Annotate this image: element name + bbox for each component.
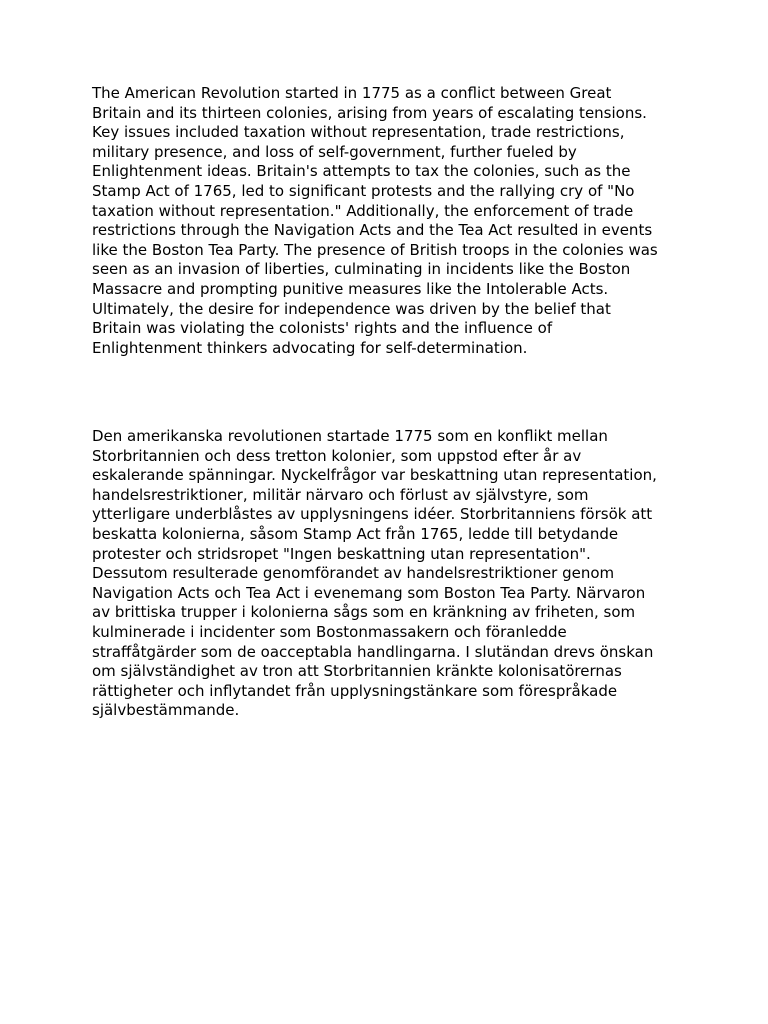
text-line: taxation without representation." Additionally, the enforcement of trade <box>92 201 634 220</box>
text-line: Britain was violating the colonists' rights and the influence of <box>92 319 553 338</box>
text-line: handelsrestriktioner, militär närvaro och förlust av självstyre, som <box>92 485 589 504</box>
text-line: straffåtgärder som de oacceptabla handlingarna. I slutändan drevs önskan <box>92 642 654 661</box>
text-line: kulminerade i incidenter som Bostonmassakern och föranledde <box>92 622 567 641</box>
text-line: protester och stridsropet "Ingen beskattning utan representation". <box>92 544 591 563</box>
text-line: beskatta kolonierna, såsom Stamp Act från 1765, ledde till betydande <box>92 524 619 543</box>
text-line: ytterligare underblåstes av upplysningens idéer. Storbritanniens försök att <box>92 505 653 524</box>
text-line: självbestämmande. <box>92 701 240 720</box>
text-line: Stamp Act of 1765, led to significant protests and the rallying cry of "No <box>92 181 635 200</box>
text-line: Britain and its thirteen colonies, arising from years of escalating tensions. <box>92 103 647 122</box>
text-line: military presence, and loss of self-government, further fueled by <box>92 142 577 161</box>
text-line: eskalerande spänningar. Nyckelfrågor var beskattning utan representation, <box>92 466 657 485</box>
text-line: The American Revolution started in 1775 as a conflict between Great <box>92 84 612 102</box>
paragraph-swedish <box>92 427 682 721</box>
text-line: Storbritannien och dess tretton kolonier, som uppstod efter år av <box>92 446 582 465</box>
text-line: rättigheter och inflytandet från upplysningstänkare som förespråkade <box>92 681 618 700</box>
text-line: Ultimately, the desire for independence was driven by the belief that <box>92 299 611 318</box>
paragraph-english <box>92 84 682 358</box>
text-line: like the Boston Tea Party. The presence of British troops in the colonies was <box>92 240 658 259</box>
text-line: Den amerikanska revolutionen startade 1775 som en konflikt mellan <box>92 427 608 445</box>
text-line: Navigation Acts och Tea Act i evenemang som Boston Tea Party. Närvaron <box>92 583 646 602</box>
text-line: av brittiska trupper i kolonierna sågs som en kränkning av friheten, som <box>92 603 636 622</box>
text-line: om självständighet av tron att Storbritannien kränkte kolonisatörernas <box>92 662 622 681</box>
text-line: restrictions through the Navigation Acts and the Tea Act resulted in events <box>92 221 653 240</box>
text-line: Enlightenment thinkers advocating for self-determination. <box>92 338 528 357</box>
text-line: seen as an invasion of liberties, culminating in incidents like the Boston <box>92 260 631 279</box>
text-line: Key issues included taxation without representation, trade restrictions, <box>92 123 625 142</box>
text-line: Dessutom resulterade genomförandet av handelsrestriktioner genom <box>92 564 615 583</box>
text-line: Enlightenment ideas. Britain's attempts to tax the colonies, such as the <box>92 162 631 181</box>
text-line: Massacre and prompting punitive measures like the Intolerable Acts. <box>92 279 609 298</box>
